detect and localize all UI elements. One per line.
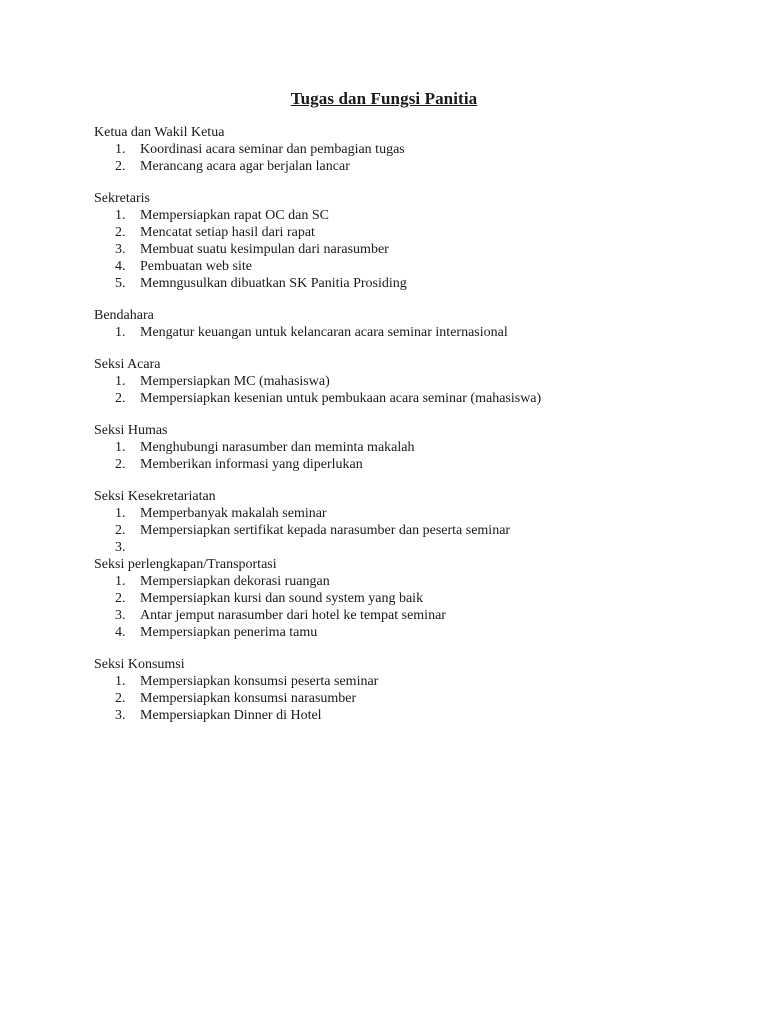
item-number: 1.	[115, 208, 126, 223]
list-item	[94, 590, 734, 607]
section-heading: Sekretaris	[94, 191, 150, 206]
item-text: Pembuatan web site	[140, 259, 252, 274]
list-item	[94, 505, 734, 522]
item-number: 3.	[115, 242, 126, 257]
list-item	[94, 690, 734, 707]
item-number: 1.	[115, 142, 126, 157]
item-text: Mempersiapkan penerima tamu	[140, 625, 318, 640]
task-list	[94, 573, 734, 641]
section-seksi-kesekretariatan	[94, 488, 734, 556]
list-item	[94, 224, 734, 241]
item-number: 2.	[115, 391, 126, 406]
item-number: 1.	[115, 506, 126, 521]
item-number: 1.	[115, 440, 126, 455]
item-number: 4.	[115, 259, 126, 274]
list-item	[94, 673, 734, 690]
page-title: Tugas dan Fungsi Panitia	[290, 89, 478, 108]
section-heading: Seksi Kesekretariatan	[94, 489, 216, 504]
task-list	[94, 324, 734, 341]
list-item	[94, 539, 734, 556]
section-heading: Seksi Humas	[94, 423, 168, 438]
item-text: Memberikan informasi yang diperlukan	[140, 457, 363, 472]
item-text: Mempersiapkan dekorasi ruangan	[140, 574, 330, 589]
section-seksi-konsumsi	[94, 656, 734, 724]
document-body	[94, 124, 734, 724]
item-number: 3.	[115, 608, 126, 623]
list-item	[94, 258, 734, 275]
list-item	[94, 373, 734, 390]
list-item	[94, 522, 734, 539]
item-number: 2.	[115, 159, 126, 174]
item-number: 1.	[115, 325, 126, 340]
item-text: Memperbanyak makalah seminar	[140, 506, 327, 521]
item-number: 5.	[115, 276, 126, 291]
section-heading: Bendahara	[94, 308, 154, 323]
item-text: Mempersiapkan rapat OC dan SC	[140, 208, 329, 223]
item-number: 2.	[115, 457, 126, 472]
item-number: 2.	[115, 225, 126, 240]
list-item	[94, 390, 734, 407]
list-item	[94, 439, 734, 456]
item-number: 3.	[115, 708, 126, 723]
task-list	[94, 439, 734, 473]
section-heading: Ketua dan Wakil Ketua	[94, 125, 225, 140]
item-text: Membuat suatu kesimpulan dari narasumber	[140, 242, 389, 257]
item-number: 2.	[115, 591, 126, 606]
section-bendahara	[94, 307, 734, 341]
task-list	[94, 207, 734, 292]
list-item	[94, 141, 734, 158]
list-item	[94, 324, 734, 341]
item-text: Merancang acara agar berjalan lancar	[140, 159, 350, 174]
section-heading: Seksi perlengkapan/Transportasi	[94, 557, 277, 572]
list-item	[94, 207, 734, 224]
item-text: Mengatur keuangan untuk kelancaran acara seminar internasional	[140, 325, 508, 340]
list-item	[94, 624, 734, 641]
item-number: 3.	[115, 540, 126, 555]
item-number: 2.	[115, 691, 126, 706]
section-heading: Seksi Acara	[94, 357, 161, 372]
task-list	[94, 673, 734, 724]
item-text: Koordinasi acara seminar dan pembagian tugas	[140, 142, 405, 157]
list-item	[94, 607, 734, 624]
item-number: 2.	[115, 523, 126, 538]
task-list	[94, 505, 734, 556]
item-text: Mempersiapkan konsumsi narasumber	[140, 691, 357, 706]
item-number: 1.	[115, 674, 126, 689]
task-list	[94, 373, 734, 407]
item-text: Mempersiapkan kesenian untuk pembukaan acara seminar (mahasiswa)	[140, 391, 542, 406]
item-text: Mempersiapkan sertifikat kepada narasumber dan peserta seminar	[140, 523, 511, 538]
section-sekretaris	[94, 190, 734, 292]
item-text: Memngusulkan dibuatkan SK Panitia Prosiding	[140, 276, 407, 291]
list-item	[94, 241, 734, 258]
item-text: Mempersiapkan konsumsi peserta seminar	[140, 674, 379, 689]
item-text: Menghubungi narasumber dan meminta makalah	[140, 440, 415, 455]
item-text: Mempersiapkan Dinner di Hotel	[140, 708, 322, 723]
section-seksi-humas	[94, 422, 734, 473]
task-list	[94, 141, 734, 175]
list-item	[94, 456, 734, 473]
item-text: Mempersiapkan MC (mahasiswa)	[140, 374, 330, 389]
section-seksi-acara	[94, 356, 734, 407]
list-item	[94, 707, 734, 724]
item-number: 4.	[115, 625, 126, 640]
list-item	[94, 573, 734, 590]
section-heading: Seksi Konsumsi	[94, 657, 185, 672]
section-ketua	[94, 124, 734, 175]
item-number: 1.	[115, 374, 126, 389]
section-seksi-perlengkapan	[94, 556, 734, 641]
item-text: Antar jemput narasumber dari hotel ke tempat seminar	[140, 608, 446, 623]
item-number: 1.	[115, 574, 126, 589]
item-text: Mempersiapkan kursi dan sound system yang baik	[140, 591, 424, 606]
list-item	[94, 275, 734, 292]
list-item	[94, 158, 734, 175]
item-text: Mencatat setiap hasil dari rapat	[140, 225, 315, 240]
